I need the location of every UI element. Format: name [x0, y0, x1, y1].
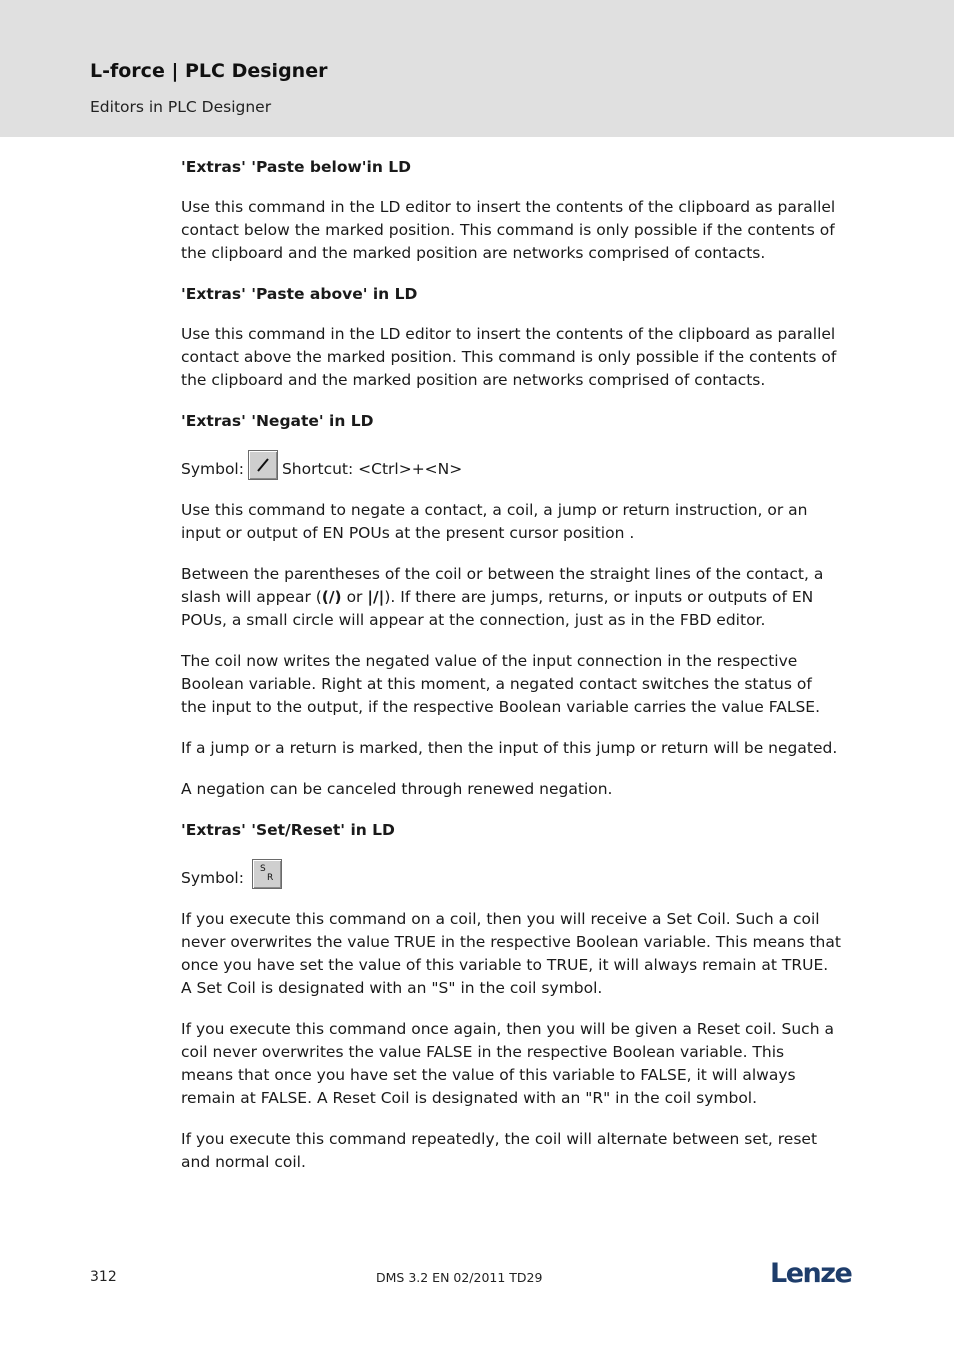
page-header [0, 0, 954, 137]
contact-slash-symbol: |/| [367, 588, 385, 606]
document-subtitle: Editors in PLC Designer [90, 98, 272, 116]
set-reset-icon-r: R [266, 873, 274, 883]
paragraph-set-reset-3: If you execute this command repeatedly, the coil will alternate between set, reset and normal coil. [181, 1130, 818, 1171]
paragraph-paste-below: Use this command in the LD editor to insert the contents of the clipboard as parallel contact below the marked position. This command is only possible if the contents of the clipboard and the marked position are networks comprised of contacts. [181, 198, 836, 262]
heading-paste-above: 'Extras' 'Paste above' in LD [181, 285, 418, 303]
heading-negate: 'Extras' 'Negate' in LD [181, 412, 374, 430]
set-reset-icon [252, 859, 282, 889]
document-id: DMS 3.2 EN 02/2011 TD29 [376, 1270, 543, 1285]
set-reset-symbol-line [181, 859, 841, 890]
page-number: 312 [90, 1269, 117, 1285]
negate-icon [248, 450, 278, 480]
paragraph-negate-2: Between the parentheses of the coil or between the straight lines of the contact, a slash will appear ((/) or |/|). If there are jumps, returns, or inputs or outputs of EN POUs, a small circle will appear at the connection, just as in the FBD editor. [181, 565, 824, 629]
paragraph-negate-4: If a jump or a return is marked, then the input of this jump or return will be negated. [181, 739, 838, 757]
page-content [181, 156, 841, 1192]
document-title: L-force | PLC Designer [90, 60, 328, 82]
set-reset-icon-s: S [259, 864, 266, 874]
negate-symbol-line [181, 450, 841, 481]
heading-paste-below: 'Extras' 'Paste below'in LD [181, 158, 412, 176]
shortcut-text: Shortcut: <Ctrl>+<N> [281, 460, 463, 478]
paragraph-negate-5: A negation can be canceled through renewed negation. [181, 780, 613, 798]
paragraph-set-reset-1: If you execute this command on a coil, then you will receive a Set Coil. Such a coil never overwrites the value TRUE in the respective Boolean variable. This means that once you have set the value of this variable to TRUE, it will always remain at TRUE. A Set Coil is designated with an "S" in the coil symbol. [181, 910, 841, 997]
paragraph-paste-above: Use this command in the LD editor to insert the contents of the clipboard as parallel contact above the marked position. This command is only possible if the contents of the clipboard and the marked position are networks comprised of contacts. [181, 325, 837, 389]
symbol-label: Symbol: [181, 460, 244, 478]
paragraph-negate-3: The coil now writes the negated value of the input connection in the respective Boolean variable. Right at this moment, a negated contact switches the status of the input to the output, if the respective Boolean variable carries the value FALSE. [181, 652, 821, 716]
coil-slash-symbol: (/) [321, 588, 342, 606]
lenze-logo: Lenze [770, 1258, 852, 1289]
paragraph-negate-1: Use this command to negate a contact, a coil, a jump or return instruction, or an input or output of EN POUs at the present cursor position . [181, 501, 808, 542]
heading-set-reset: 'Extras' 'Set/Reset' in LD [181, 821, 395, 839]
symbol-label: Symbol: [181, 869, 244, 887]
paragraph-set-reset-2: If you execute this command once again, then you will be given a Reset coil. Such a coil never overwrites the value FALSE in the respective Boolean variable. This means that once you have set the value of this variable to FALSE, it will always remain at FALSE. A Reset Coil is designated with an "R" in the coil symbol. [181, 1020, 834, 1107]
